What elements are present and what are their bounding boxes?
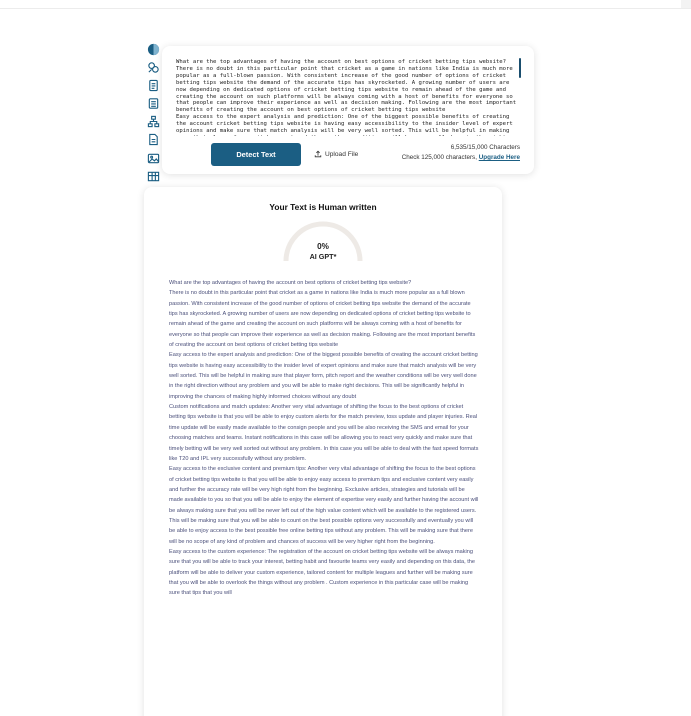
- check-text: Check 125,000 characters,: [401, 154, 477, 161]
- upload-file-label: Upload File: [325, 150, 359, 158]
- char-count: 6,535/15,000 Characters: [450, 144, 520, 151]
- editor-scrollbar[interactable]: [519, 58, 521, 78]
- top-divider: [0, 8, 691, 9]
- upload-file-button[interactable]: [314, 148, 358, 160]
- upgrade-link[interactable]: Upgrade Here: [478, 154, 520, 161]
- text-input-area[interactable]: What are the top advantages of having the account on best options of cricket betting tips website? There is no doubt in this particular point that cricket as a game in nations like India is much more popular as a full-blown passion. With consistent increase of the good number of options of cricket betting tips website the demand of the accurate tips has skyrocketed. A growing number of users are now depending on dedicated options of cricket betting tips website to remain ahead of the game and creating the account on such platforms will be always coming with a host of benefits for everyone so that people can improve their experience as well as decision making. Following are the most important benefits of creating the account on best options of cricket betting tips website Easy access to the expert analysis and prediction: One of the biggest possible benefits of creating the account cricket betting tips website is having easy accessibility to the insider level of expert opinions and make sure that match analysis will be very well sorted. This will be helpful in making: [176, 59, 517, 135]
- editor-card: [162, 46, 534, 174]
- detect-text-button[interactable]: Detect Text: [211, 143, 301, 166]
- result-paragraph: What are the top advantages of having the account on best options of cricket betting tips website?: [169, 280, 412, 286]
- notes-icon[interactable]: [146, 97, 160, 111]
- corner-mark: [681, 0, 691, 8]
- image-icon[interactable]: [146, 151, 160, 165]
- logo-icon[interactable]: [146, 42, 160, 56]
- upload-icon: [314, 150, 322, 158]
- ai-label: AI GPT*: [309, 252, 337, 261]
- tree-icon[interactable]: [146, 115, 160, 129]
- result-paragraph: Easy access to the expert analysis and prediction: One of the biggest possible benefits of creating the account cricket betting tips website is having easy accessibility to the insider level of expert opinions and make sure that match analysis will be very well sorted. This will be helpful in making sure that player form, pitch report and the weather conditions will be very well done in the right direction without any problem and you will be able to make right decisions. This will be significantly helpful in improving the chances of making highly informed choices without any doubt: [169, 352, 478, 400]
- ai-percentage: 0%: [317, 242, 329, 251]
- document-icon[interactable]: [146, 78, 160, 92]
- result-text: [169, 278, 479, 716]
- character-counter: [402, 143, 520, 163]
- result-paragraph: Easy access to the custom experience: The registration of the account on cricket betting tips website will be always making sure that you will be able to track your interest, betting habit and favourite teams very easily and depending on this data, the platform will be able to deliver your custom experience, tailored content for multiple leagues and further will be making sure that you will be able to overlook the things without any problem . Custom experience in this particular case will be making sure that tips that you will: [169, 548, 475, 597]
- tool-rail: [144, 42, 162, 206]
- table-icon[interactable]: [146, 169, 160, 183]
- file-icon[interactable]: [146, 133, 160, 147]
- result-paragraph: There is no doubt in this particular point that cricket as a game in nations like India is much more popular as a full blown passion. With consistent increase of the good number of options of cricket betting tips website the demand of the accurate tips has skyrocketed. A growing number of users are now depending on dedicated options of cricket betting tips website to remain ahead of the game and creating the account on such platforms will be always coming with a host of benefits for everyone so that people can improve their experience as well as decision making. Following are the most important benefits of creating the account on best options of cricket betting tips website: [169, 290, 476, 349]
- result-card: [144, 187, 502, 716]
- result-paragraph: Easy access to the exclusive content and premium tips: Another very vital advantage of shifting the focus to the best options of cricket betting tips website is that you will be able to enjoy easy access to premium tips and exclusive content very easily and further the accuracy rate will be very high right from the beginning. Exclusive articles, strategies and tutorials will be made available to you so that you will be able to enjoy the element of expertise very easily and further having the account will be always making sure that you will be never left out of the high value content which will be available to the registered users. This will be making sure that you will be able to count on the best possible options very successfully and eventually you will be able to enjoy access to the best possible free online betting tips without any problem. This will be making sure that there will be no scope of any kind of problem and chances of success will be very higher right from the beginning.: [169, 466, 479, 545]
- result-title: Your Text is Human written: [269, 202, 377, 212]
- result-paragraph: Custom notifications and match updates: Another very vital advantage of shifting the focus to the best options of cricket betting tips website is that you will be able to enjoy custom alerts for the match preview, toss update and player injuries. Real time update will be easily made available to the consign people and you will be also receiving the SMS and email for your choosing matches and teams. Instant notifications in this case will be allowing you to react very quickly and make sure that timely betting will be very well sorted out without any problem. In this case you will be able to deal with the fast speed formats like T20 and IPL very successfully without any problem.: [169, 404, 479, 462]
- upgrade-line: [402, 153, 520, 163]
- paraphrase-icon[interactable]: [146, 60, 160, 74]
